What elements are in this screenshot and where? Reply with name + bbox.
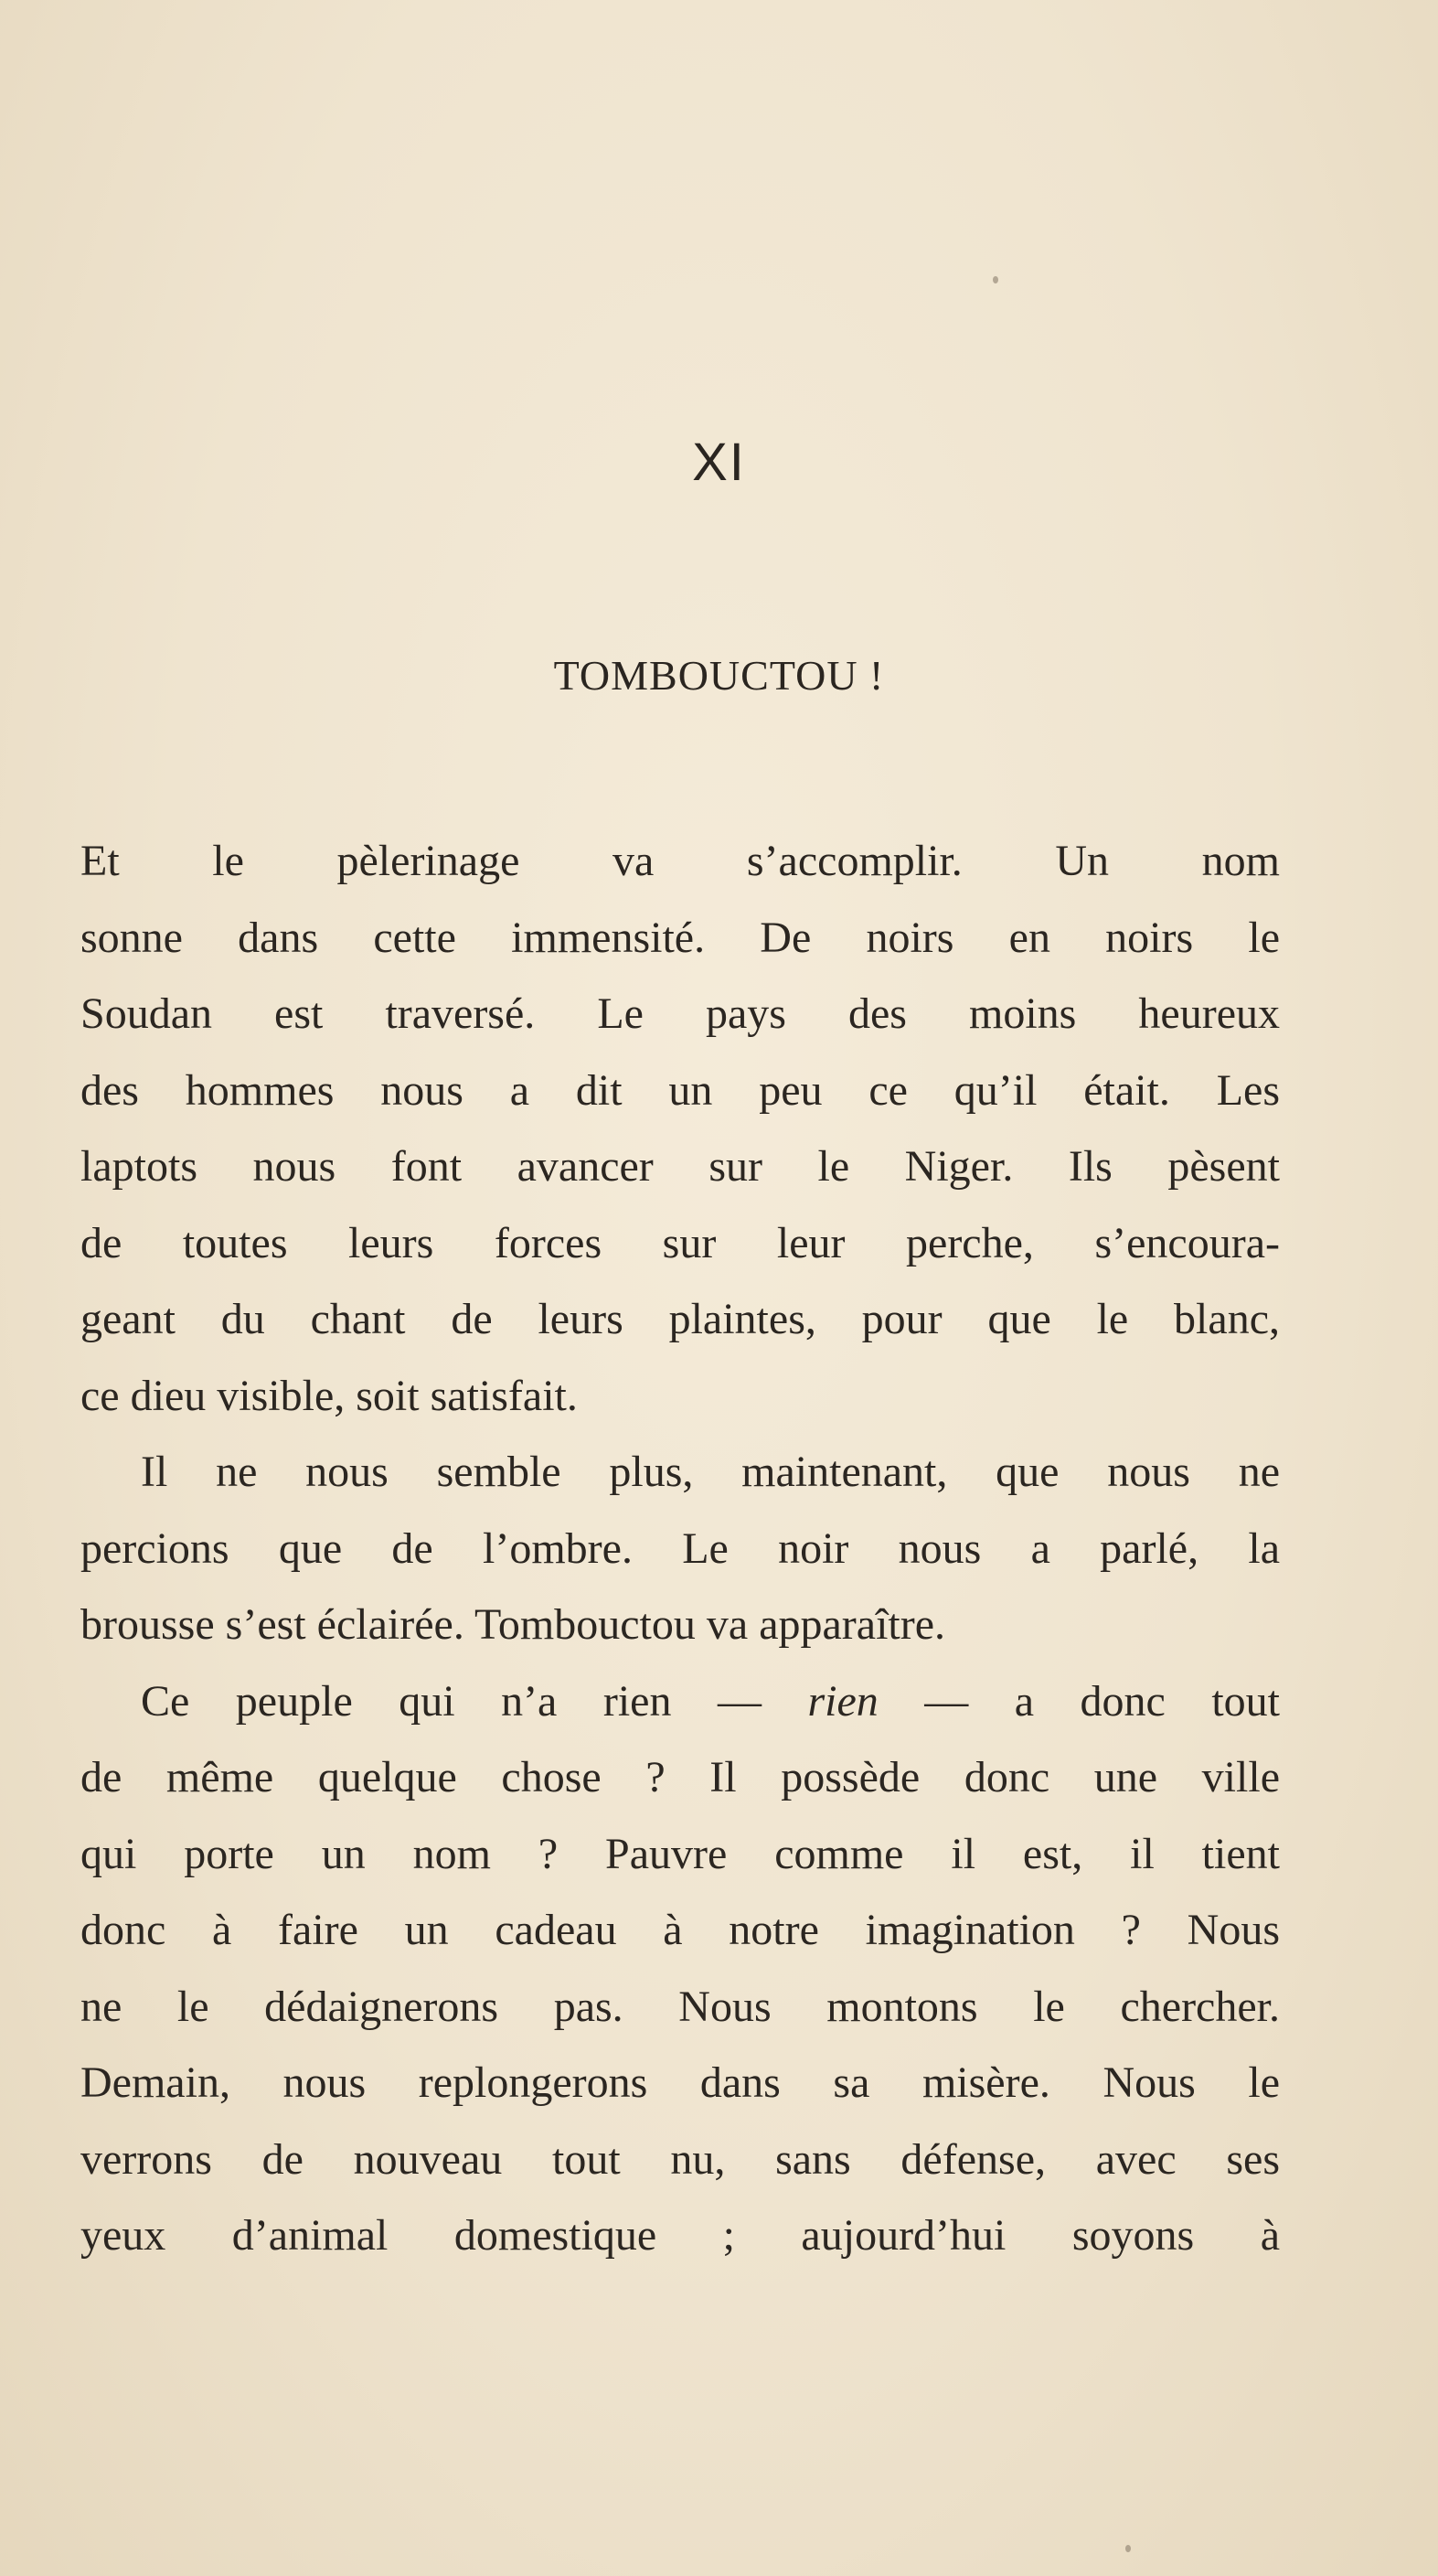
text-line: Demain, nous replongerons dans sa misère. Nous le <box>80 2058 1280 2107</box>
text-line: donc à faire un cadeau à notre imagination ? Nous <box>80 1906 1280 1954</box>
text-line: sonne dans cette immensité. De noirs en noirs le <box>80 913 1280 962</box>
text-line: brousse s’est éclairée. Tombouctou va apparaître. <box>80 1600 946 1649</box>
paper-speck <box>993 276 998 283</box>
chapter-number: XI <box>692 433 746 492</box>
text-line: verrons de nouveau tout nu, sans défense, avec ses <box>80 2134 1280 2184</box>
text-line: Il ne nous semble plus, maintenant, que nous ne <box>141 1448 1280 1496</box>
paragraph-1 <box>80 823 1280 1434</box>
text-line: des hommes nous a dit un peu ce qu’il était. Les <box>80 1065 1280 1115</box>
text-line: yeux d’animal domestique ; aujourd’hui soyons à <box>80 2211 1280 2260</box>
text-line: Soudan est traversé. Le pays des moins heureux <box>80 989 1280 1038</box>
paragraph-2 <box>80 1434 1280 1663</box>
body-text <box>80 823 1280 2274</box>
text-line: de toutes leurs forces sur leur perche, s’encoura- <box>80 1218 1280 1267</box>
text-line: percions que de l’ombre. Le noir nous a parlé, la <box>80 1523 1280 1573</box>
text-line: laptots nous font avancer sur le Niger. Ils pèsent <box>80 1142 1280 1191</box>
text-line: de même quelque chose ? Il possède donc une ville <box>80 1753 1280 1801</box>
text-line: ne le dédaignerons pas. Nous montons le chercher. <box>80 1982 1280 2031</box>
paragraph-3 <box>80 1663 1280 2274</box>
text-line: ce dieu visible, soit satisfait. <box>80 1371 578 1420</box>
chapter-title: TOMBOUCTOU ! <box>553 652 885 699</box>
paper-speck <box>1125 2545 1131 2552</box>
text-line: Ce peuple qui n’a rien — rien — a donc tout <box>141 1676 1281 1726</box>
emphasis: rien <box>807 1676 879 1726</box>
text-line: geant du chant de leurs plaintes, pour que le blanc, <box>80 1295 1280 1343</box>
text-line: Et le pèlerinage va s’accomplir. Un nom <box>80 837 1280 885</box>
text-line: qui porte un nom ? Pauvre comme il est, il tient <box>80 1829 1280 1878</box>
